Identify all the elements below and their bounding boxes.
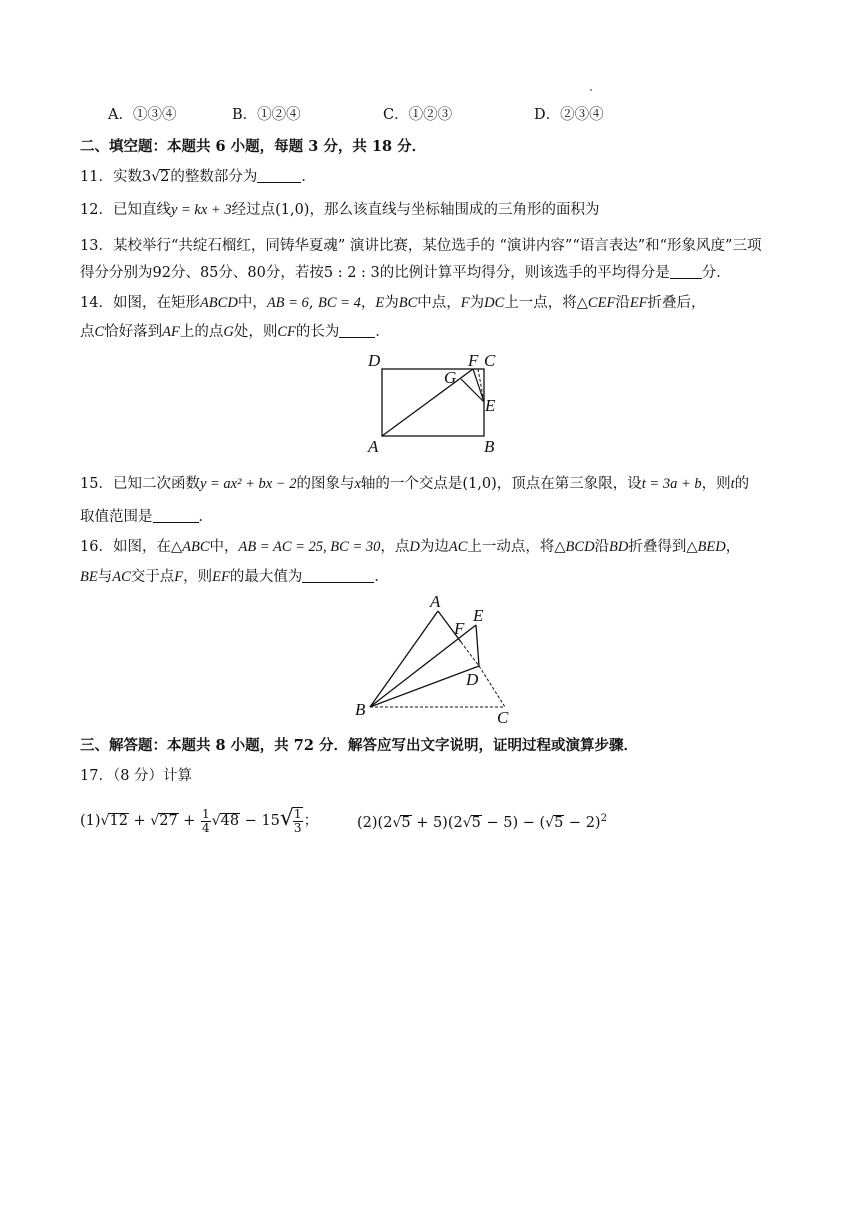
q14-g: G xyxy=(223,324,234,340)
q12-text-b: 经过点 xyxy=(231,202,276,218)
q14-ef: EF xyxy=(629,295,648,311)
radicand-5: 5 xyxy=(471,814,481,831)
segment-af xyxy=(382,369,473,436)
q17-part1-label: (1) xyxy=(80,813,101,829)
answer-blank[interactable] xyxy=(257,168,301,183)
question-12 xyxy=(80,200,599,220)
answer-blank[interactable] xyxy=(670,264,702,279)
q16-text: ， xyxy=(725,539,741,555)
q14-text: 折叠后， xyxy=(647,295,706,311)
q16-abc: ABC xyxy=(182,539,210,555)
q15-t: t xyxy=(730,476,735,492)
question-17-part2 xyxy=(357,804,607,838)
radicand-5: 5 xyxy=(401,814,411,831)
q15-text: ． xyxy=(198,509,213,525)
q15-text: ，顶点在第三象限，设 xyxy=(496,476,642,492)
q13-ratio: 5 : 2 : 3 xyxy=(323,265,380,281)
q14-text: 上的点 xyxy=(179,324,224,340)
question-17-title: 17．（8 分）计算 xyxy=(80,768,193,784)
q15-text: 的图象与 xyxy=(296,476,355,492)
q14-af: AF xyxy=(162,324,180,340)
q13-text-c: 分． xyxy=(701,265,731,281)
option-c: C．①②③ xyxy=(383,107,453,123)
q16-d: D xyxy=(409,539,420,555)
q16-bd: BD xyxy=(609,539,629,555)
label-c: C xyxy=(484,351,496,370)
fraction-one-quarter xyxy=(201,808,211,835)
label-d: D xyxy=(368,351,381,370)
q14-cf: CF xyxy=(277,324,296,340)
q16-bed: BED xyxy=(697,539,726,555)
q14-cef: CEF xyxy=(587,295,616,311)
question-15-line1 xyxy=(80,474,749,494)
q16-text: 折叠得到△ xyxy=(628,539,698,555)
question-13-line1: 13．某校举行“共绽石榴红，同铸华夏魂” 演讲比赛，某位选手的 “演讲内容”“语言表达”和“形象风度”三项 xyxy=(80,238,762,254)
coefficient-15: 15 xyxy=(261,813,280,829)
label-e: E xyxy=(485,396,496,415)
q14-e: E xyxy=(375,295,385,311)
question-16-line2 xyxy=(80,567,389,587)
q13-text-b: 的比例计算平均得分，则该选手的平均得分是 xyxy=(379,265,670,281)
q14-text: ． xyxy=(375,324,390,340)
q16-text: 与 xyxy=(97,569,113,585)
segment-fd-dash xyxy=(461,642,479,666)
q14-text: 上一点，将△ xyxy=(504,295,588,311)
label-d: D xyxy=(466,670,479,689)
q14-text: ， xyxy=(360,295,376,311)
q14-text: 中， xyxy=(237,295,267,311)
q16-f: F xyxy=(174,569,184,585)
q17-expr: − 2) xyxy=(564,814,601,831)
q14-text: 中点， xyxy=(417,295,461,311)
segment-ed xyxy=(476,625,479,666)
fraction-numerator: 1 xyxy=(293,807,302,821)
sqrt-sign: √ xyxy=(279,806,294,831)
label-e: E xyxy=(473,606,484,625)
q17-expr: + 5)(2 xyxy=(411,814,463,831)
radicand-5: 5 xyxy=(554,814,564,831)
q16-text: ． xyxy=(374,569,389,585)
option-d: D．②③④ xyxy=(534,107,604,123)
q16-be: BE xyxy=(80,569,98,585)
q12-text-a: 12．已知直线 xyxy=(80,202,171,218)
q14-bc: BC = 4 xyxy=(318,295,361,311)
segment-ba xyxy=(370,611,438,707)
label-a: A xyxy=(368,437,379,456)
q15-point: (1,0) xyxy=(462,476,497,492)
q11-prefix: 11．实数 xyxy=(80,169,142,185)
option-a: A．①③④ xyxy=(108,107,177,123)
radicand-27: 27 xyxy=(159,813,178,829)
sqrt-sign: √ xyxy=(392,814,402,831)
page-dot xyxy=(590,89,592,91)
q14-text: 沿 xyxy=(615,295,630,311)
radicand-48: 48 xyxy=(220,813,240,829)
q16-text: 中， xyxy=(209,539,239,555)
answer-blank[interactable] xyxy=(339,323,375,338)
q14-text: 为 xyxy=(384,295,399,311)
question-16-line1 xyxy=(80,537,740,557)
q14-text: 处，则 xyxy=(233,324,278,340)
question-15-line2 xyxy=(80,507,213,527)
option-b: B．①②④ xyxy=(232,107,301,123)
fraction-denominator: 4 xyxy=(202,820,210,835)
q14-dc: DC xyxy=(484,295,505,311)
q15-function: y = ax² + bx − 2 xyxy=(199,476,297,492)
q14-text: 点 xyxy=(80,324,95,340)
sqrt-sign: √ xyxy=(211,813,221,829)
sqrt-sign: √ xyxy=(100,813,110,829)
sqrt-sign: √ xyxy=(462,814,472,831)
q14-ab: AB = 6 xyxy=(266,295,309,311)
label-f: F xyxy=(468,351,479,370)
q14-text: 为 xyxy=(469,295,485,311)
q17-expr: − 5) − ( xyxy=(481,814,546,831)
square-exponent: 2 xyxy=(600,813,607,824)
q17-expr: (2 xyxy=(377,814,393,831)
q15-text: 取值范围是 xyxy=(80,509,153,525)
q16-conditions: AB = AC = 25, BC = 30 xyxy=(238,539,381,555)
q14-rectangle: ABCD xyxy=(199,295,238,311)
q14-bc-side: BC xyxy=(398,295,418,311)
q16-ef: EF xyxy=(212,569,230,585)
label-f: F xyxy=(454,619,465,638)
q16-text: 上一动点，将△ xyxy=(467,539,566,555)
q16-ac: AC xyxy=(448,539,468,555)
plus-sign: + xyxy=(133,813,146,829)
q15-text: 的 xyxy=(734,476,750,492)
label-g: G xyxy=(444,368,457,387)
fraction-numerator: 1 xyxy=(202,806,210,821)
q16-text: 为边 xyxy=(419,539,449,555)
q14-text: 的长为 xyxy=(295,324,340,340)
answer-blank[interactable] xyxy=(153,508,199,523)
q12-text-c: ，那么该直线与坐标轴围成的三角形的面积为 xyxy=(309,202,600,218)
q16-text: 的最大值为 xyxy=(229,569,303,585)
q16-text: 交于点 xyxy=(130,569,175,585)
q11-text: 的整数部分为 xyxy=(170,169,258,185)
q14-f: F xyxy=(460,295,470,311)
q13-text-a: 得分分别为92分、85分、80分，若按 xyxy=(80,265,324,281)
q17-part2-label: (2) xyxy=(357,814,378,831)
sqrt-sign: √ xyxy=(151,169,161,185)
segment-bd xyxy=(370,666,479,707)
q15-text: 15．已知二次函数 xyxy=(80,476,200,492)
label-b: B xyxy=(484,437,495,456)
answer-blank[interactable] xyxy=(302,568,374,583)
section2-heading: 二、填空题：本题共 6 小题，每题 3 分，共 18 分． xyxy=(80,138,427,155)
q15-text: ，则 xyxy=(701,476,731,492)
q16-ac-side: AC xyxy=(112,569,131,585)
q16-text: 16．如图，在△ xyxy=(80,539,183,555)
q15-t-expression: t = 3a + b xyxy=(641,476,702,492)
q16-bcd: BCD xyxy=(565,539,595,555)
radicand-12: 12 xyxy=(109,813,128,829)
q11-radicand: 2 xyxy=(160,169,170,185)
fraction-denominator: 3 xyxy=(293,821,302,835)
q15-x: x xyxy=(354,476,361,492)
label-c: C xyxy=(497,708,509,727)
q12-point: (1,0) xyxy=(275,202,310,218)
q14-text: 恰好落到 xyxy=(104,324,163,340)
q15-text: 轴的一个交点是 xyxy=(360,476,463,492)
q14-text: 14．如图，在矩形 xyxy=(80,295,200,311)
fraction-one-third xyxy=(293,807,303,835)
minus-sign: − xyxy=(244,813,257,829)
figure-rectangle xyxy=(360,348,520,458)
question-14-line1: 14．如图，在矩形ABCD中，AB = 6, BC = 4，E为BC中点，F为DC上一点，将△CEF沿EF折叠后， xyxy=(80,295,706,311)
question-14-line2 xyxy=(80,322,390,342)
sqrt-sign: √ xyxy=(545,814,555,831)
q16-text: ，点 xyxy=(380,539,410,555)
plus-sign: + xyxy=(183,813,196,829)
semicolon: ； xyxy=(303,813,319,829)
q16-text: 沿 xyxy=(594,539,610,555)
section3-heading: 三、解答题：本题共 8 小题，共 72 分．解答应写出文字说明，证明过程或演算步骤． xyxy=(80,737,638,754)
question-11 xyxy=(80,167,316,187)
q16-text: ，则 xyxy=(183,569,213,585)
q11-coefficient: 3 xyxy=(141,169,152,185)
rectangle-abcd xyxy=(382,369,484,436)
label-b: B xyxy=(355,700,366,719)
sqrt-sign: √ xyxy=(150,813,160,829)
q12-line-equation: y = kx + 3 xyxy=(170,202,232,218)
question-13-line2 xyxy=(80,263,731,283)
figure-triangle xyxy=(345,590,525,730)
segment-dc-dash xyxy=(479,666,505,707)
question-17-part1 xyxy=(80,804,318,836)
label-a: A xyxy=(430,592,441,611)
q11-end: ． xyxy=(301,169,316,185)
q14-c: C xyxy=(94,324,105,340)
